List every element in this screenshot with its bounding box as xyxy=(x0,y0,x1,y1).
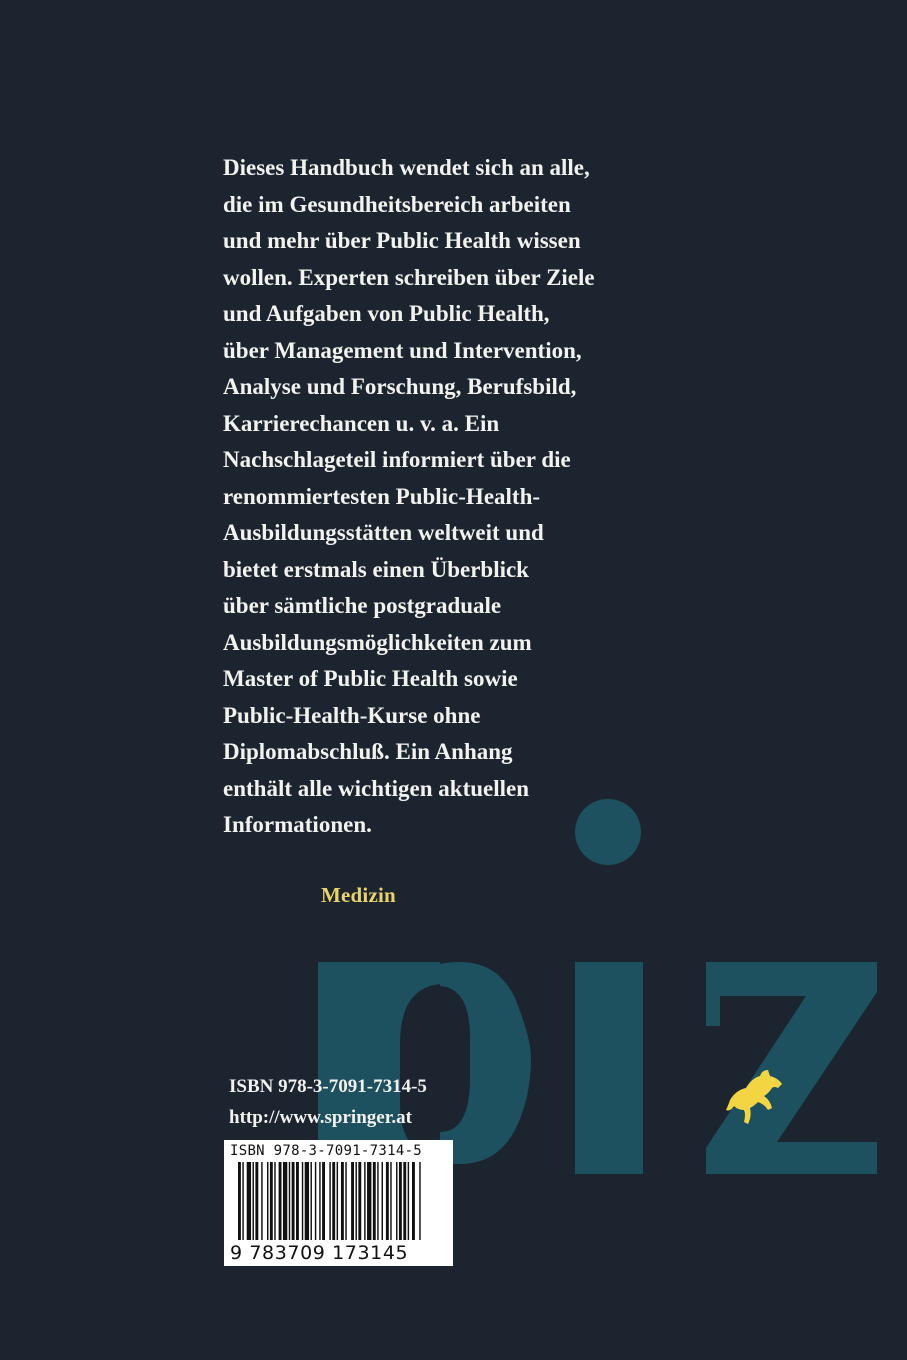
barcode-bar xyxy=(377,1162,378,1240)
barcode-bar xyxy=(255,1162,258,1240)
barcode-bar xyxy=(253,1162,254,1240)
barcode-bar xyxy=(355,1162,356,1240)
barcode-bar xyxy=(337,1162,338,1240)
blurb-line: Dieses Handbuch wendet sich an alle, xyxy=(223,155,590,180)
blurb-line: Public-Health-Kurse ohne xyxy=(223,702,481,728)
barcode-bar xyxy=(274,1162,275,1240)
blurb-line: Ausbildungsmöglichkeiten zum xyxy=(223,629,532,655)
barcode-bar xyxy=(283,1162,287,1240)
barcode-bar xyxy=(270,1162,273,1240)
decorative-letter-z xyxy=(706,962,877,1174)
barcode-bar xyxy=(408,1162,409,1240)
barcode-bar xyxy=(382,1162,383,1240)
barcode-bar xyxy=(322,1162,325,1240)
barcode-bar xyxy=(332,1162,335,1240)
isbn-barcode xyxy=(224,1140,453,1266)
barcode-bar xyxy=(302,1162,303,1240)
blurb-line: über sämtliche postgraduale xyxy=(223,593,502,618)
barcode-bar xyxy=(396,1162,397,1240)
blurb-line: bietet erstmals einen Überblick xyxy=(223,556,529,582)
blurb-line: renommiertesten Public-Health- xyxy=(223,483,541,509)
category-label: Medizin xyxy=(321,883,396,907)
barcode-bar xyxy=(419,1162,420,1240)
barcode-bar xyxy=(386,1162,389,1240)
barcode-bar xyxy=(364,1162,365,1240)
barcode-bar xyxy=(399,1162,402,1240)
blurb-line: die im Gesundheitsbereich arbeiten xyxy=(223,191,571,217)
barcode-bar xyxy=(279,1162,282,1240)
barcode-bar xyxy=(267,1162,268,1240)
decorative-letter-i xyxy=(575,962,643,1174)
barcode-bar xyxy=(341,1162,344,1240)
barcode-bar xyxy=(296,1162,299,1240)
blurb-line: Diplomabschluß. Ein Anhang xyxy=(223,739,513,764)
barcode-bar xyxy=(289,1162,290,1240)
barcode-bar xyxy=(367,1162,371,1240)
blurb-line: und Aufgaben von Public Health, xyxy=(223,301,550,326)
barcode-bar xyxy=(311,1162,312,1240)
barcode-bar xyxy=(305,1162,309,1240)
barcode-bar xyxy=(238,1162,241,1240)
barcode-isbn-text: ISBN 978-3-7091-7314-5 xyxy=(230,1143,423,1159)
blurb-line: Informationen. xyxy=(223,812,372,837)
barcode-bar xyxy=(329,1162,330,1240)
barcode-bar xyxy=(345,1162,346,1240)
barcode-bar xyxy=(315,1162,316,1240)
blurb-line: über Management und Intervention, xyxy=(223,337,582,363)
isbn-text: ISBN 978-3-7091-7314-5 xyxy=(229,1076,427,1097)
blurb-line: Karrierechancen u. v. a. Ein xyxy=(223,410,500,436)
blurb-text xyxy=(223,150,643,844)
blurb-line: Nachschlageteil informiert über die xyxy=(223,447,571,472)
blurb-line: Ausbildungsstätten weltweit und xyxy=(223,520,544,545)
barcode-bar xyxy=(390,1162,391,1240)
blurb-line: Master of Public Health sowie xyxy=(223,666,518,691)
publisher-url[interactable]: http://www.springer.at xyxy=(229,1107,412,1128)
barcode-bar xyxy=(358,1162,361,1240)
barcode-bar xyxy=(412,1162,415,1240)
blurb-line: wollen. Experten schreiben über Ziele xyxy=(223,264,595,290)
barcode-bar xyxy=(351,1162,354,1240)
barcode-bar xyxy=(373,1162,376,1240)
blurb-line: Analyse und Forschung, Berufsbild, xyxy=(223,374,577,399)
barcode-digits: 9 783709 173145 xyxy=(230,1242,409,1264)
springer-knight-horse-icon xyxy=(724,1070,784,1128)
barcode-bar xyxy=(403,1162,406,1240)
blurb-line: und mehr über Public Health wissen xyxy=(223,228,581,253)
barcode-bar xyxy=(292,1162,295,1240)
barcode-bar xyxy=(247,1162,251,1240)
barcode-bar xyxy=(319,1162,320,1240)
barcode-bar xyxy=(242,1162,243,1240)
blurb-line: enthält alle wichtigen aktuellen xyxy=(223,775,530,801)
barcode-bar xyxy=(261,1162,262,1240)
